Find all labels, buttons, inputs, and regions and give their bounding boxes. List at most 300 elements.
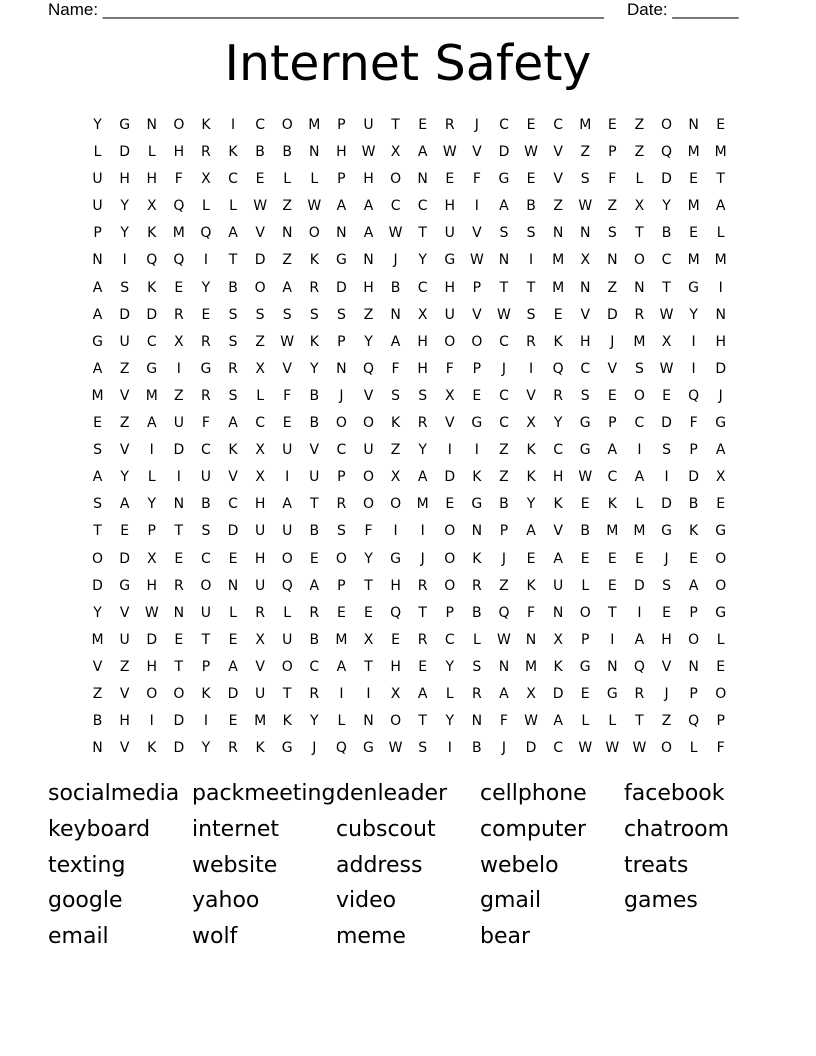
grid-letter: L	[716, 225, 725, 242]
grid-letter: P	[337, 171, 346, 188]
grid-letter: Y	[526, 496, 536, 513]
grid-letter: H	[254, 496, 266, 513]
grid-letter: V	[228, 469, 238, 486]
grid-letter: P	[499, 523, 509, 540]
word-list-item: yahoo	[192, 888, 260, 914]
grid-letter: X	[580, 252, 591, 269]
grid-letter: D	[119, 144, 131, 161]
grid-letter: E	[174, 279, 184, 296]
grid-letter: E	[607, 550, 617, 567]
grid-letter: D	[688, 469, 699, 486]
grid-letter: C	[634, 415, 645, 432]
grid-letter: A	[553, 713, 563, 730]
grid-letter: G	[606, 685, 618, 702]
grid-letter: N	[579, 225, 591, 242]
grid-letter: O	[254, 279, 266, 296]
grid-letter: S	[228, 387, 238, 404]
grid-letter: C	[499, 415, 509, 432]
grid-letter: J	[474, 117, 479, 133]
grid-letter: E	[580, 496, 590, 513]
grid-letter: E	[445, 496, 455, 513]
grid-letter: I	[203, 252, 208, 269]
grid-letter: Y	[120, 225, 129, 242]
grid-letter: R	[553, 387, 563, 404]
grid-row	[84, 546, 736, 573]
word-list-item: address	[336, 852, 423, 878]
grid-letter: S	[93, 442, 102, 459]
grid-letter: X	[526, 415, 536, 432]
grid-letter: I	[447, 442, 452, 459]
grid-letter: O	[444, 550, 456, 567]
grid-letter: A	[634, 469, 645, 486]
grid-letter: I	[474, 442, 479, 459]
grid-letter: D	[173, 740, 185, 757]
grid-letter: N	[579, 279, 591, 296]
grid-letter: I	[149, 713, 154, 730]
grid-letter: U	[119, 333, 130, 350]
grid-letter: F	[716, 740, 725, 757]
grid-letter: Z	[634, 117, 645, 133]
grid-letter: M	[254, 713, 267, 730]
grid-letter: K	[472, 550, 482, 567]
grid-letter: A	[228, 415, 238, 432]
grid-letter: S	[228, 306, 238, 323]
grid-letter: X	[390, 144, 401, 161]
grid-letter: X	[634, 198, 645, 215]
grid-letter: I	[664, 469, 669, 486]
grid-letter: O	[200, 577, 212, 594]
grid-row	[84, 518, 736, 545]
grid-letter: O	[173, 117, 185, 133]
grid-letter: M	[687, 198, 700, 215]
grid-letter: L	[310, 171, 319, 188]
grid-letter: U	[119, 631, 130, 648]
grid-letter: R	[634, 685, 645, 702]
grid-letter: Z	[607, 279, 618, 296]
grid-letter: G	[715, 604, 727, 621]
grid-letter: K	[309, 333, 319, 350]
grid-letter: L	[635, 171, 644, 188]
grid-letter: P	[337, 117, 346, 133]
grid-letter: W	[442, 144, 457, 161]
word-list-item: website	[192, 852, 278, 878]
grid-letter: X	[201, 171, 211, 188]
grid-letter: X	[715, 469, 726, 486]
grid-letter: S	[418, 740, 428, 757]
grid-letter: U	[254, 523, 266, 540]
word-list-item: google	[48, 888, 123, 914]
grid-letter: L	[256, 387, 265, 404]
grid-letter: A	[553, 550, 563, 567]
grid-letter: N	[92, 740, 103, 757]
grid-letter: H	[661, 631, 672, 648]
grid-letter: T	[282, 685, 292, 702]
grid-letter: I	[528, 252, 534, 269]
grid-letter: X	[444, 387, 455, 404]
grid-letter: F	[283, 387, 292, 404]
letter-grid	[84, 112, 736, 762]
grid-letter: G	[715, 523, 727, 540]
grid-row	[84, 410, 736, 437]
grid-letter: B	[472, 604, 482, 621]
grid-letter: N	[417, 171, 428, 188]
grid-letter: N	[309, 144, 320, 161]
grid-row	[84, 708, 736, 735]
grid-letter: X	[553, 631, 563, 648]
grid-letter: E	[174, 631, 184, 648]
grid-letter: V	[661, 658, 672, 675]
grid-letter: W	[497, 631, 511, 648]
grid-letter: V	[92, 658, 103, 675]
word-list-item: facebook	[624, 781, 725, 806]
grid-letter: A	[92, 279, 103, 296]
grid-letter: V	[119, 387, 130, 404]
word-list	[48, 778, 768, 957]
grid-letter: K	[147, 740, 157, 757]
grid-letter: K	[147, 279, 157, 296]
grid-letter: O	[444, 577, 456, 594]
grid-letter: N	[173, 604, 185, 621]
grid-letter: A	[228, 225, 238, 242]
grid-letter: A	[228, 658, 238, 675]
grid-row	[84, 193, 736, 220]
grid-letter: I	[610, 631, 615, 648]
grid-row	[84, 247, 736, 274]
grid-letter: P	[608, 144, 617, 161]
grid-letter: Y	[553, 415, 563, 432]
grid-letter: U	[363, 117, 374, 133]
grid-letter: Z	[607, 198, 618, 215]
grid-letter: A	[417, 144, 428, 161]
grid-letter: H	[336, 144, 347, 161]
grid-letter: T	[228, 252, 238, 269]
grid-letter: D	[92, 577, 103, 594]
grid-letter: P	[472, 279, 482, 296]
grid-letter: M	[633, 523, 646, 540]
grid-letter: I	[474, 198, 479, 215]
grid-letter: M	[633, 333, 646, 350]
grid-letter: I	[420, 523, 425, 540]
grid-letter: L	[202, 198, 210, 215]
grid-letter: Y	[418, 442, 427, 459]
grid-letter: R	[309, 685, 320, 702]
grid-letter: C	[201, 442, 211, 459]
grid-letter: A	[417, 469, 428, 486]
grid-letter: D	[173, 713, 185, 730]
grid-letter: B	[255, 144, 265, 161]
grid-letter: V	[472, 225, 482, 242]
grid-letter: L	[283, 171, 292, 188]
grid-letter: D	[634, 577, 645, 594]
grid-letter: G	[579, 658, 591, 675]
grid-letter: E	[120, 523, 130, 540]
grid-letter: K	[147, 225, 157, 242]
grid-letter: D	[444, 469, 456, 486]
grid-letter: X	[146, 550, 157, 567]
grid-letter: T	[499, 279, 509, 296]
grid-letter: T	[174, 523, 184, 540]
grid-letter: H	[173, 144, 185, 161]
grid-letter: J	[664, 550, 669, 567]
grid-letter: W	[388, 740, 403, 757]
grid-letter: J	[339, 387, 344, 404]
grid-letter: I	[691, 360, 696, 377]
grid-letter: O	[335, 550, 347, 567]
grid-letter: L	[608, 713, 617, 730]
grid-letter: N	[498, 252, 510, 269]
grid-letter: K	[390, 415, 401, 432]
grid-letter: L	[337, 713, 346, 730]
grid-letter: F	[391, 360, 400, 377]
grid-letter: X	[174, 333, 184, 350]
grid-letter: A	[688, 577, 699, 594]
grid-letter: V	[607, 360, 618, 377]
grid-letter: C	[580, 360, 591, 377]
grid-letter: K	[228, 144, 238, 161]
grid-letter: V	[553, 523, 563, 540]
grid-letter: T	[391, 117, 400, 133]
grid-letter: M	[579, 117, 592, 133]
grid-letter: O	[281, 658, 293, 675]
grid-letter: H	[146, 577, 157, 594]
word-list-item: packmeeting	[192, 781, 336, 806]
grid-letter: M	[172, 225, 185, 242]
grid-letter: A	[92, 306, 103, 323]
grid-letter: N	[607, 252, 618, 269]
grid-letter: C	[417, 198, 428, 215]
grid-letter: C	[553, 442, 564, 459]
grid-letter: N	[607, 658, 618, 675]
grid-letter: W	[280, 333, 295, 350]
word-list-item: video	[336, 888, 397, 914]
grid-letter: S	[526, 306, 536, 323]
grid-letter: W	[469, 252, 484, 269]
word-list-item: bear	[480, 924, 531, 950]
grid-letter: C	[553, 117, 564, 133]
grid-letter: Z	[499, 577, 509, 594]
grid-letter: W	[253, 198, 268, 215]
grid-letter: E	[174, 550, 184, 567]
grid-letter: W	[659, 360, 674, 377]
grid-letter: L	[229, 604, 237, 621]
grid-letter: S	[255, 306, 265, 323]
grid-letter: E	[634, 550, 644, 567]
grid-letter: D	[336, 279, 347, 296]
grid-letter: W	[632, 740, 647, 757]
grid-letter: O	[661, 117, 673, 133]
grid-letter: Z	[661, 713, 672, 730]
grid-letter: I	[203, 713, 208, 730]
grid-letter: B	[282, 144, 292, 161]
grid-letter: H	[390, 658, 401, 675]
grid-letter: I	[637, 442, 642, 459]
grid-letter: S	[607, 225, 617, 242]
grid-letter: G	[335, 252, 347, 269]
grid-letter: Y	[310, 360, 319, 377]
grid-letter: K	[607, 496, 617, 513]
grid-letter: B	[390, 279, 401, 296]
grid-letter: A	[92, 469, 103, 486]
grid-letter: A	[715, 198, 726, 215]
grid-letter: C	[553, 740, 564, 757]
grid-letter: E	[607, 387, 617, 404]
grid-letter: I	[447, 740, 452, 757]
grid-letter: G	[715, 415, 727, 432]
grid-letter: S	[120, 279, 130, 296]
grid-letter: C	[499, 117, 509, 133]
grid-letter: S	[391, 387, 401, 404]
word-list-item: cellphone	[480, 781, 587, 806]
grid-letter: O	[308, 225, 320, 242]
grid-letter: D	[119, 306, 131, 323]
grid-letter: S	[228, 333, 238, 350]
grid-letter: Z	[499, 442, 509, 459]
grid-letter: X	[255, 631, 265, 648]
grid-letter: H	[363, 279, 374, 296]
grid-letter: F	[527, 604, 536, 621]
grid-letter: K	[526, 577, 536, 594]
grid-letter: Q	[146, 252, 158, 269]
grid-letter: A	[363, 225, 374, 242]
grid-letter: U	[553, 577, 564, 594]
grid-letter: G	[92, 333, 103, 350]
grid-letter: E	[526, 550, 536, 567]
grid-letter: H	[119, 713, 130, 730]
grid-letter: E	[526, 171, 536, 188]
grid-letter: F	[499, 713, 508, 730]
grid-letter: P	[689, 442, 698, 459]
grid-letter: D	[119, 550, 131, 567]
grid-letter: Y	[147, 496, 157, 513]
grid-letter: N	[281, 225, 293, 242]
grid-letter: W	[605, 740, 620, 757]
grid-letter: Y	[445, 713, 455, 730]
grid-letter: Q	[552, 360, 564, 377]
grid-letter: O	[471, 333, 483, 350]
grid-letter: U	[309, 469, 320, 486]
word-list-item: treats	[624, 852, 689, 878]
grid-letter: M	[91, 631, 104, 648]
name-field-label: Name: _____________________________________________________	[48, 0, 604, 19]
grid-letter: Q	[173, 198, 185, 215]
grid-letter: P	[201, 658, 211, 675]
grid-letter: T	[418, 604, 427, 621]
grid-letter: L	[93, 144, 102, 161]
grid-letter: B	[526, 198, 536, 215]
grid-letter: I	[393, 523, 398, 540]
grid-letter: G	[146, 360, 158, 377]
grid-letter: C	[417, 279, 428, 296]
grid-letter: M	[714, 252, 727, 269]
grid-letter: I	[149, 442, 154, 459]
header	[48, 0, 748, 20]
grid-letter: F	[608, 171, 617, 188]
grid-letter: O	[579, 604, 591, 621]
grid-letter: Q	[633, 658, 645, 675]
grid-letter: O	[92, 550, 104, 567]
grid-letter: O	[715, 577, 727, 594]
grid-letter: Z	[119, 360, 130, 377]
grid-letter: S	[662, 577, 671, 594]
grid-row	[84, 220, 736, 247]
grid-letter: Q	[498, 604, 510, 621]
grid-letter: U	[363, 442, 374, 459]
grid-letter: M	[145, 387, 158, 404]
grid-letter: E	[228, 631, 238, 648]
grid-letter: T	[364, 577, 373, 594]
grid-row	[84, 139, 736, 166]
grid-letter: G	[688, 279, 700, 296]
grid-letter: L	[581, 577, 590, 594]
grid-letter: G	[471, 415, 483, 432]
grid-letter: E	[689, 550, 699, 567]
grid-letter: R	[417, 415, 428, 432]
grid-letter: U	[173, 415, 184, 432]
grid-letter: C	[444, 631, 455, 648]
grid-letter: Q	[362, 360, 374, 377]
grid-letter: G	[200, 360, 212, 377]
grid-letter: U	[444, 225, 455, 242]
grid-letter: A	[607, 442, 618, 459]
grid-letter: G	[471, 496, 483, 513]
grid-letter: D	[254, 252, 266, 269]
word-list-item: texting	[48, 852, 126, 878]
grid-letter: Z	[174, 387, 184, 404]
grid-letter: E	[336, 604, 346, 621]
grid-letter: T	[364, 658, 373, 675]
grid-letter: C	[309, 658, 320, 675]
grid-letter: O	[444, 523, 456, 540]
grid-letter: A	[146, 415, 157, 432]
grid-letter: R	[228, 360, 238, 377]
grid-letter: Q	[390, 604, 402, 621]
grid-letter: A	[634, 631, 645, 648]
grid-letter: P	[716, 713, 725, 730]
grid-letter: R	[173, 306, 184, 323]
grid-letter: Q	[281, 577, 293, 594]
grid-letter: W	[524, 144, 538, 161]
word-list-item: games	[624, 888, 698, 914]
grid-row	[84, 627, 736, 654]
grid-letter: C	[661, 252, 672, 269]
grid-letter: X	[390, 469, 401, 486]
grid-letter: R	[309, 604, 320, 621]
grid-letter: G	[579, 415, 591, 432]
grid-letter: W	[307, 198, 322, 215]
grid-letter: N	[471, 713, 483, 730]
grid-letter: V	[119, 740, 130, 757]
grid-letter: T	[716, 171, 725, 188]
grid-letter: P	[337, 577, 346, 594]
grid-letter: J	[420, 550, 425, 567]
grid-letter: X	[146, 198, 157, 215]
grid-letter: M	[335, 631, 348, 648]
grid-letter: K	[228, 442, 238, 459]
grid-letter: R	[309, 279, 320, 296]
grid-letter: D	[227, 685, 239, 702]
grid-letter: R	[173, 577, 184, 594]
grid-letter: H	[444, 279, 456, 296]
grid-letter: M	[91, 387, 104, 404]
grid-letter: V	[526, 387, 536, 404]
word-list-item: email	[48, 924, 109, 950]
word-list-item: gmail	[480, 888, 542, 914]
grid-letter: O	[173, 685, 185, 702]
grid-letter: E	[580, 550, 590, 567]
grid-letter: P	[581, 631, 590, 648]
grid-letter: L	[445, 685, 454, 702]
grid-letter: U	[444, 306, 455, 323]
